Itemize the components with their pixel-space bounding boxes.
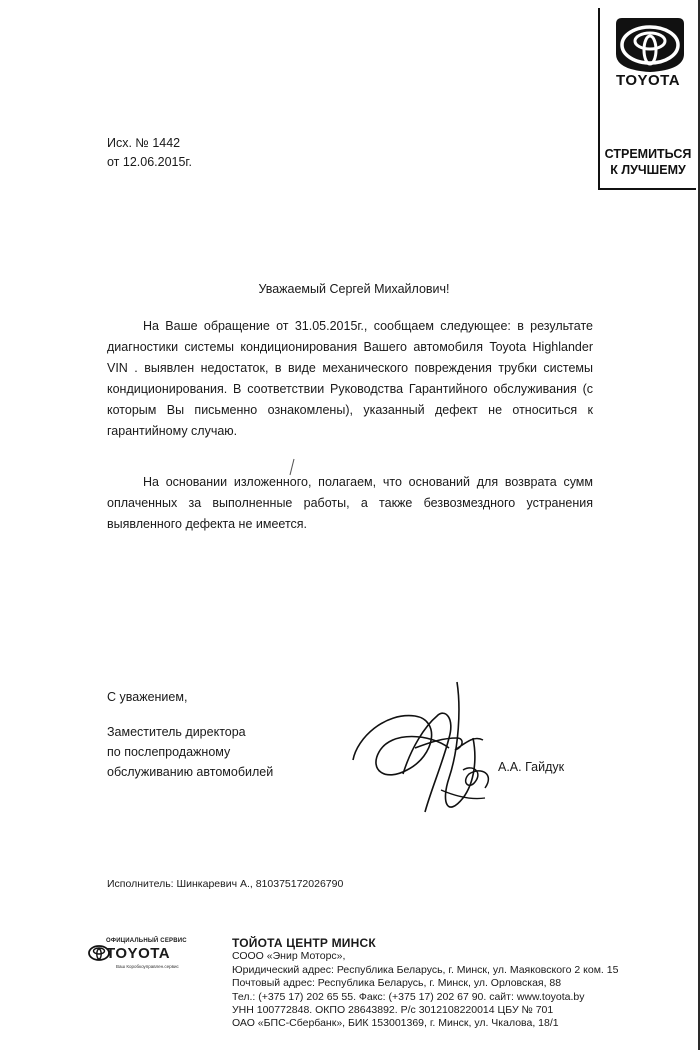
toyota-logo-icon — [614, 14, 686, 74]
reference-date: от 12.06.2015г. — [107, 155, 192, 169]
brand-slogan-line1: СТРЕМИТЬСЯ — [604, 147, 692, 161]
salutation — [0, 282, 700, 296]
salutation-text: Уважаемый Сергей Михайлович! — [258, 282, 450, 296]
body-paragraph-1 — [107, 316, 593, 442]
footer-line-5: УНН 100772848. ОКПО 28643892. Р/с 3012108220014 ЦБУ № 701 — [232, 1004, 554, 1017]
letter-reference — [107, 134, 192, 172]
signer-position-line3: обслуживанию автомобилей — [107, 765, 274, 779]
brand-block — [598, 8, 696, 190]
service-top-text: ОФИЦИАЛЬНЫЙ СЕРВИС — [106, 938, 187, 944]
reference-number: Исх. № 1442 — [107, 136, 181, 150]
footer-line-4: Тел.: (+375 17) 202 65 55. Факс: (+375 17) 202 67 90. сайт: www.toyota.by — [232, 990, 585, 1003]
service-tagline: Ваш Коробкоуправлен.сервис — [116, 964, 179, 969]
brand-slogan-line2: К ЛУЧШЕМУ — [610, 163, 686, 177]
paragraph-1-text: На Ваше обращение от 31.05.2015г., сообщаем следующее: в результате диагностики системы кондиционирования Вашего автомобиля Toyota Highlander VIN . выявлен недостаток, в виде механического повреждения трубки системы кондиционирования. В соответствии Руководства Гарантийного обслуживания (с которым Вы письменно ознакомлены), указанный дефект не относиться к гарантийному случаю. — [107, 319, 593, 438]
signer-position-line2: по послепродажному — [107, 745, 231, 759]
footer-line-3: Почтовый адрес: Республика Беларусь, г. Минск, ул. Орловская, 88 — [232, 977, 562, 990]
company-footer — [232, 937, 618, 1031]
signature-icon — [345, 678, 520, 828]
closing: С уважением, — [107, 690, 188, 704]
footer-line-2: Юридический адрес: Республика Беларусь, г. Минск, ул. Маяковского 2 ком. 15 — [232, 963, 619, 976]
footer-line-6: ОАО «БПС-Сбербанк», БИК 153001369, г. Минск, ул. Чкалова, 18/1 — [232, 1017, 559, 1030]
executor-line: Исполнитель: Шинкаревич А., 810375172026790 — [107, 878, 344, 890]
footer-line-1: СООО «Энир Моторс», — [232, 950, 346, 963]
service-brand: TOYOTA — [106, 945, 171, 962]
signer-position-line1: Заместитель директора — [107, 725, 246, 739]
brand-name: TOYOTA — [615, 72, 681, 89]
footer-company-name: ТОЙОТА ЦЕНТР МИНСК — [232, 936, 376, 950]
signer-position — [107, 722, 273, 782]
paragraph-2-text: На основании изложенного, полагаем, что оснований для возврата сумм оплаченных за выполненные работы, а также безвозмездного устранения выявленного дефекта не имеется. — [107, 475, 593, 531]
brand-slogan — [600, 146, 696, 178]
body-paragraph-2 — [107, 472, 593, 535]
signer-name: А.А. Гайдук — [498, 760, 565, 774]
